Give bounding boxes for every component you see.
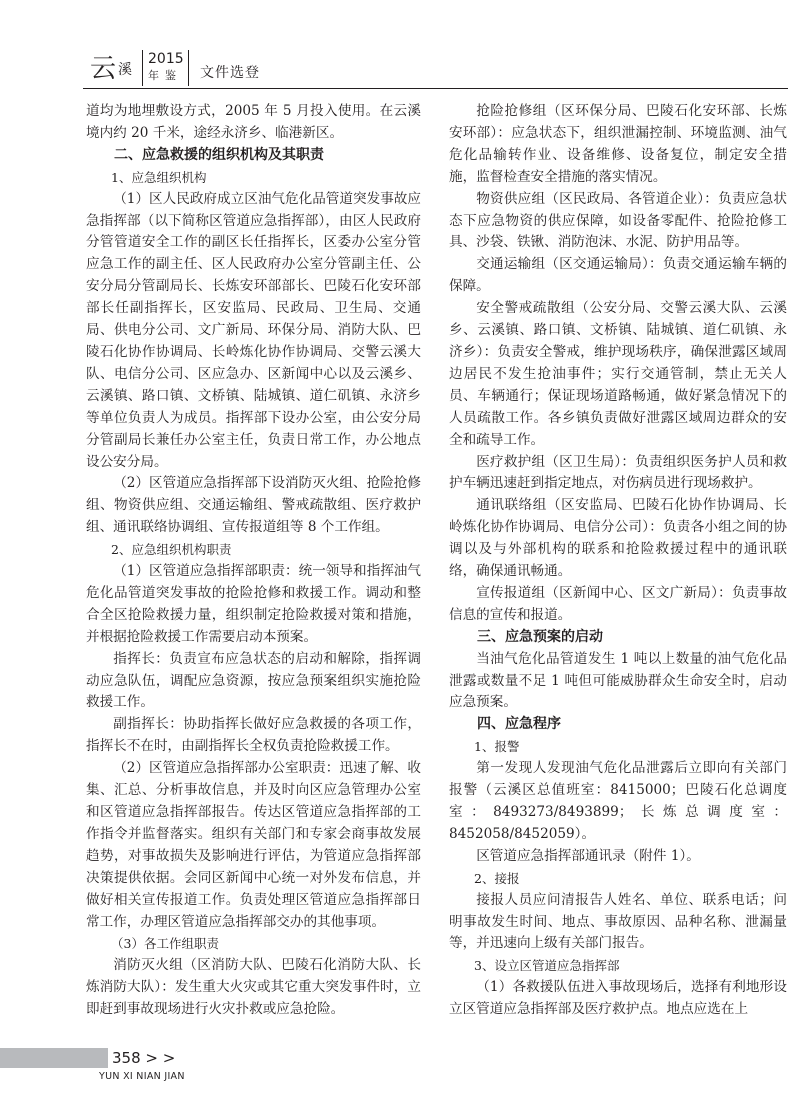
subsection-heading: 1、应急组织机构: [111, 169, 207, 185]
paragraph: 交通运输组（区交通运输局）：负责交通运输车辆的保障。: [449, 256, 787, 295]
yearbook-logo-small: 溪: [118, 62, 132, 78]
paragraph: 抢险抢修组（区环保分局、巴陵石化安环部、长炼安环部）：应急状态下，组织泄漏控制、环境监测、油气危化品输转作业、设备维修、设备复位，制定安全措施，监督检查安全措施的落实情况。: [449, 103, 787, 185]
subsection-heading: 1、报警: [474, 739, 520, 755]
paragraph: 道均为地埋敷设方式，2005 年 5 月投入使用。在云溪境内约 20 千米，途经永济乡、临港新区。: [86, 103, 421, 141]
subsection-heading: 2、接报: [474, 870, 520, 886]
left-column: [86, 101, 421, 1021]
header-rule: [83, 88, 788, 89]
paragraph: 物资供应组（区民政局、各管道企业）：负责应急状态下应急物资的供应保障，如设备零配件、抢险抢修工具、沙袋、铁锹、消防泡沫、水泥、防护用品等。: [449, 190, 787, 251]
yearbook-logo: 云: [90, 54, 119, 84]
section-heading: 二、应急救援的组织机构及其职责: [114, 146, 324, 163]
paragraph: 区管道应急指挥部通讯录（附件 1）。: [476, 847, 700, 864]
paragraph: 副指挥长：协助指挥长做好应急救援的各项工作，指挥长不在时，由副指挥长全权负责抢险救援工作。: [86, 716, 421, 755]
paragraph: 通讯联络组（区安监局、巴陵石化协作协调局、长岭炼化协作协调局、电信分公司）：负责各小组之间的协调以及与外部机构的联系和抢险救援过程中的通讯联络，确保通讯畅通。: [449, 497, 787, 580]
paragraph: 指挥长：负责宣布应急状态的启动和解除，指挥调动应急队伍，调配应急资源，按应急预案组织实施抢险救援工作。: [86, 650, 421, 711]
paragraph: （2）区管道应急指挥部下设消防灭火组、抢险抢修组、物资供应组、交通运输组、警戒疏散组、医疗救护组、通讯联络协调组、宣传报道组等 8 个工作组。: [86, 475, 421, 536]
right-column: [449, 101, 787, 1021]
paragraph: 接报人员应问清报告人姓名、单位、联系电话；问明事故发生时间、地点、事故原因、品种名称、泄漏量等，并迅速向上级有关部门报告。: [449, 891, 787, 952]
paragraph: 当油气危化品管道发生 1 吨以上数量的油气危化品泄露或数量不足 1 吨但可能威胁群众生命安全时，启动应急预案。: [449, 650, 787, 711]
header-divider: [188, 50, 189, 86]
subsection-heading: 2、应急组织机构职责: [111, 542, 232, 558]
subsection-heading: 3、设立区管道应急指挥部: [474, 958, 620, 974]
header-year: 2015: [148, 51, 184, 67]
paragraph: （1）各救援队伍进入事故现场后，选择有利地形设立区管道应急指挥部及医疗救护点。地点应选在上: [449, 979, 787, 1018]
footer-bar: [0, 1048, 108, 1068]
section-heading: 三、应急预案的启动: [477, 628, 603, 645]
subsection-heading: （3）各工作组职责: [111, 936, 219, 952]
header-section-title: 文件选登: [200, 65, 260, 81]
paragraph: 消防灭火组（区消防大队、巴陵石化消防大队、长炼消防大队）：发生重大火灾或其它重大突发事件时，立即赶到事故现场进行火灾扑救或应急抢险。: [86, 957, 421, 1018]
page-number: 358 > >: [112, 1049, 176, 1067]
footer-pinyin-title: YUN XI NIAN JIAN: [99, 1071, 185, 1082]
paragraph: （1）区人民政府成立区油气危化品管道突发事故应急指挥部（以下简称区管道应急指挥部），由区人民政府分管管道安全工作的副区长任指挥长，区委办公室分管应急工作的副主任、区人民政府办公室分管副主任、公安分局分管副局长、长炼安环部部长、巴陵石化安环部部长任副指挥长，区安监局、民政局、卫生局、交通局、供电分公司、文广新局、环保分局、消防大队、巴陵石化协作协调局、长岭炼化协作协调局、交警云溪大队、电信分公司、区应急办、区新闻中心以及云溪乡、云溪镇、路口镇、文桥镇、陆城镇、道仁矶镇、永济乡等单位负责人为成员。指挥部下设办公室，由公安分局分管副局长兼任办公室主任，负责日常工作，办公地点设公安分局。: [86, 190, 421, 470]
header-divider: [142, 50, 143, 86]
paragraph: （2）区管道应急指挥部办公室职责：迅速了解、收集、汇总、分析事故信息，并及时向区应急管理办公室和区管道应急指挥部报告。传达区管道应急指挥部的工作指令并监督落实。组织有关部门和专家会商事故发展趋势，对事故损失及影响进行评估，为管道应急指挥部决策提供依据。会同区新闻中心统一对外发布信息，并做好相关宣传报道工作。负责处理区管道应急指挥部日常工作，办理区管道应急指挥部交办的其他事项。: [86, 760, 421, 930]
paragraph: 安全警戒疏散组（公安分局、交警云溪大队、云溪乡、云溪镇、路口镇、文桥镇、陆城镇、道仁矶镇、永济乡）：负责安全警戒，维护现场秩序，确保泄露区域周边居民不发生抢油事件；实行交通管制，禁止无关人员、车辆通行；保证现场道路畅通，做好紧急情况下的人员疏散工作。各乡镇负责做好泄露区域周边群众的安全和疏导工作。: [449, 300, 787, 448]
paragraph: （1）区管道应急指挥部职责：统一领导和指挥油气危化品管道突发事故的抢险抢修和救援工作。调动和整合全区抢险救援力量，组织制定抢险救援对策和措施，并根据抢险救援工作需要启动本预案。: [86, 563, 421, 645]
header-yearbook-label: 年鉴: [148, 69, 182, 82]
paragraph: 第一发现人发现油气危化品泄露后立即向有关部门报警（云溪区总值班室：8415000；巴陵石化总调度室：8493273/8493899；长炼总调度室：8452058/8452059）。: [449, 760, 787, 842]
paragraph: 医疗救护组（区卫生局）：负责组织医务护人员和救护车辆迅速赶到指定地点，对伤病员进行现场救护。: [449, 453, 787, 492]
paragraph: 宣传报道组（区新闻中心、区文广新局）：负责事故信息的宣传和报道。: [449, 584, 787, 623]
page-header: [0, 0, 805, 90]
section-heading: 四、应急程序: [477, 716, 561, 733]
